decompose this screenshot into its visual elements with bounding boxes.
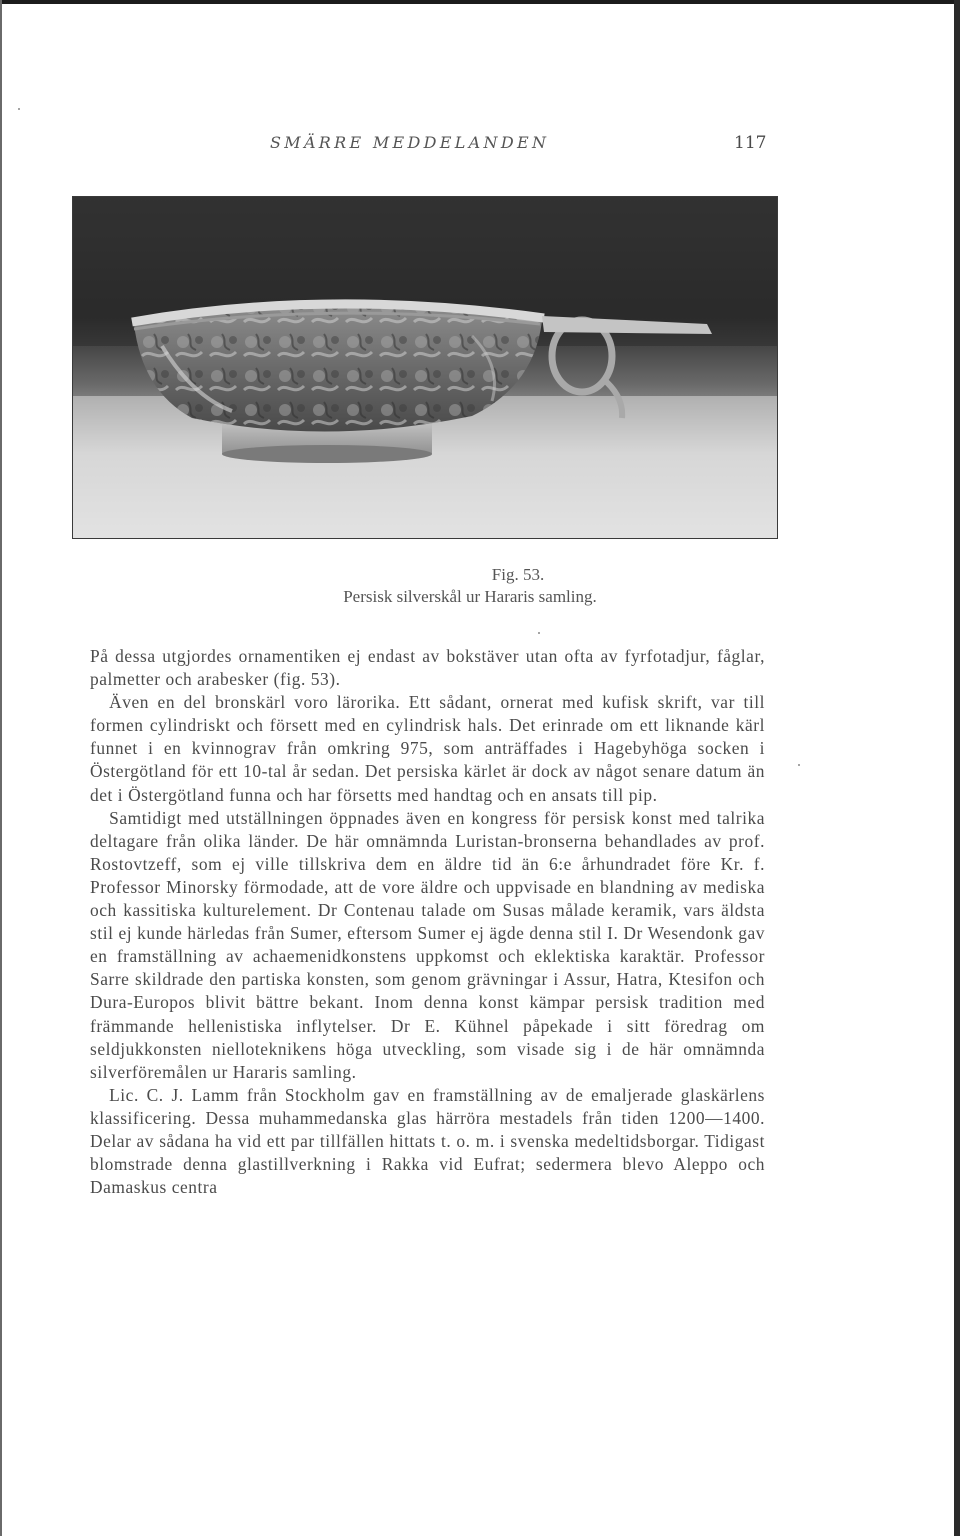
body-text (90, 645, 765, 1199)
paragraph: Lic. C. J. Lamm från Stockholm gav en framställning av de emaljerade glaskärlens klassificering. Dessa muhammedanska glas härröra mestadels från tiden 1200—1400. Delar av sådana ha vid ett par tillfällen hittats t. o. m. i svenska medeltidsborgar. Tidigast blomstrade denna glastillverkning i Rakka vid Eufrat; sedermera blevo Aleppo och Damaskus centra (90, 1084, 765, 1198)
scan-speck (18, 108, 20, 110)
scan-speck (798, 764, 800, 766)
page-number: 117 (734, 133, 767, 153)
paragraph: Samtidigt med utställningen öppnades även en kongress för persisk konst med talrika deltagare från olika länder. De här omnämnda Luristan-bronserna behandlades av prof. Rostovtzeff, som ej ville tillskriva dem en äldre tid än 6:e århundradet före Kr. f. Professor Minorsky förmodade, att de vore äldre och uppvisade en blandning av mediska och kassitiska kulturelement. Dr Contenau talade om Susas målade keramik, vars äldsta stil ej kunde härledas från Sumer, eftersom Sumer ej ägde denna stil I. Dr Wesendonk gav en framställning av achaemenidkonstens uppkomst och eklektiska karaktär. Professor Sarre skildrade den partiska konsten, som genom grävningar i Assur, Hatra, Ktesifon och Dura-Europos blivit bättre bekant. Inom denna konst kämpar persisk tradition med främmande hellenistiska inflytelser. Dr E. Kühnel påpekade i sitt föredrag om seldjukkonsten nielloteknikens höga utveckling, som visade sig i de här omnämnda silverföremålen ur Hararis samling. (90, 807, 765, 1082)
figure-caption: Persisk silverskål ur Hararis samling. (343, 587, 597, 606)
running-title: SMÄRRE MEDDELANDEN (270, 133, 550, 152)
scan-speck (538, 632, 540, 634)
figure-photo-silver-bowl (72, 196, 778, 539)
figure-number: Fig. 53. (491, 565, 545, 584)
paragraph: Även en del bronskärl voro lärorika. Ett sådant, ornerat med kufisk skrift, var till formen cylindriskt och försett med en cylindrisk hals. Det erinrade om ett liknande kärl funnet i en kvinnograv från omkring 975, som anträffades i Hagebyhöga socken i Östergötland för ett 10-tal år sedan. Det persiska kärlet är dock av något senare datum än det i Östergötland funna och har försetts med handtag och en ansats till pip. (90, 692, 765, 805)
paragraph: På dessa utgjordes ornamentiken ej endast av bokstäver utan ofta av fyrfotadjur, fåglar, palmetter och arabesker (fig. 53). (90, 646, 765, 690)
silver-bowl-photo-illustration (72, 196, 778, 539)
